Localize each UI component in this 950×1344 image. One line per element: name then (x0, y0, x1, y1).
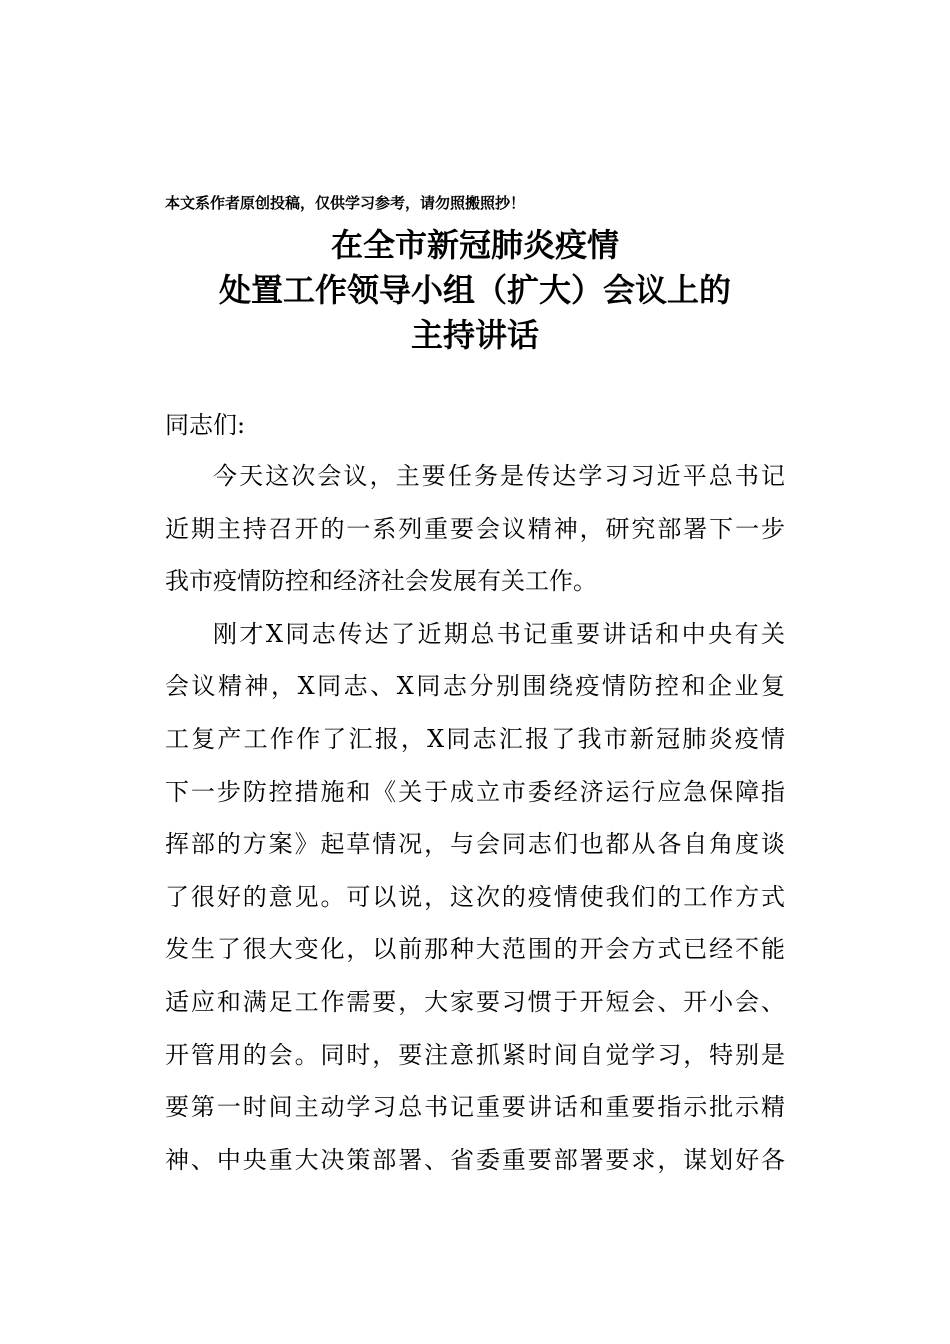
text-line: 下一步防控措施和《关于成立市委经济运行应急保障指 (165, 777, 785, 806)
paragraph-2 (165, 608, 785, 1187)
title-line-2: 处置工作领导小组（扩大）会议上的 (218, 271, 731, 309)
text-line: 会议精神，X同志、X同志分别围绕疫情防控和企业复 (165, 672, 785, 701)
text-line: 要第一时间主动学习总书记重要讲话和重要指示批示精 (165, 1093, 785, 1122)
text-line: 今天这次会议，主要任务是传达学习习近平总书记 (213, 462, 785, 490)
title-line-3: 主持讲话 (410, 316, 539, 354)
text-line: 适应和满足工作需要，大家要习惯于开短会、开小会、 (165, 987, 785, 1016)
text-line: 刚才X同志传达了近期总书记重要讲话和中央有关 (213, 619, 785, 648)
text-line: 了很好的意见。可以说，这次的疫情使我们的工作方式 (165, 882, 785, 911)
paragraph-1 (165, 450, 785, 608)
title-line-1: 在全市新冠肺炎疫情 (330, 226, 619, 264)
text-line: 神、中央重大决策部署、省委重要部署要求，谋划好各 (165, 1145, 785, 1174)
text-line: 我市疫情防控和经济社会发展有关工作。 (165, 567, 597, 596)
copyright-notice: 本文系作者原创投稿，仅供学习参考，请勿照搬照抄！ (165, 194, 526, 212)
speech-body (165, 450, 785, 1186)
text-line: 开管用的会。同时，要注意抓紧时间自觉学习，特别是 (165, 1040, 785, 1069)
text-line: 近期主持召开的一系列重要会议精神，研究部署下一步 (165, 514, 785, 543)
salutation: 同志们: (165, 411, 246, 439)
text-line: 工复产工作作了汇报，X同志汇报了我市新冠肺炎疫情 (165, 724, 785, 753)
text-line: 发生了很大变化，以前那种大范围的开会方式已经不能 (165, 935, 785, 964)
text-line: 挥部的方案》起草情况，与会同志们也都从各自角度谈 (165, 830, 785, 859)
